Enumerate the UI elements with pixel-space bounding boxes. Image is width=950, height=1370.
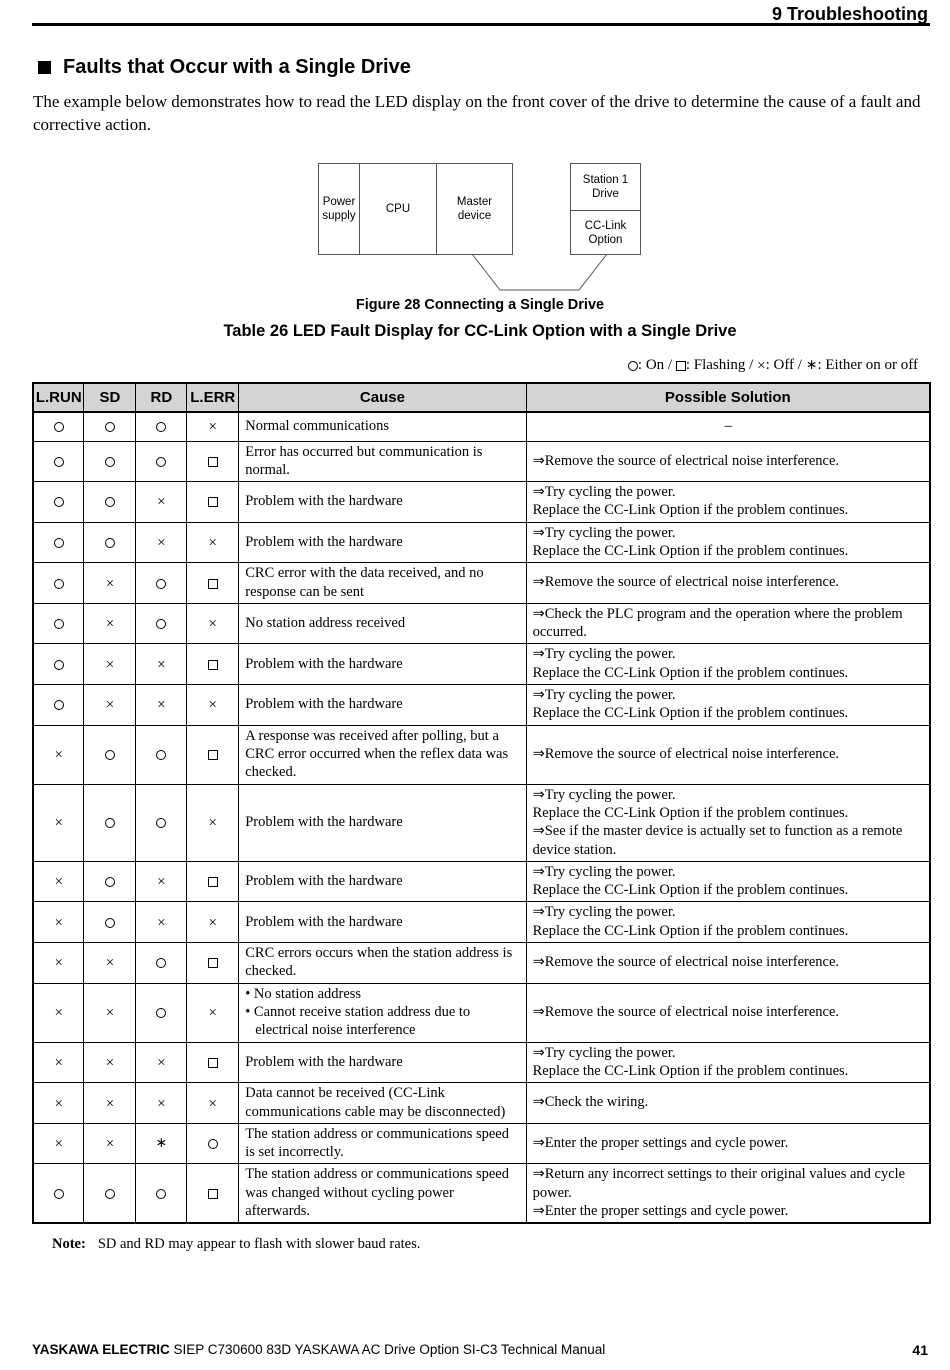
led-cell <box>136 685 187 726</box>
led-cell <box>84 603 136 644</box>
solution-cell <box>526 563 930 604</box>
off-led-icon: × <box>208 815 217 832</box>
table-row <box>33 563 930 604</box>
cause-cell: Error has occurred but communication is normal. <box>239 441 526 482</box>
on-led-icon <box>54 538 64 548</box>
flashing-led-icon <box>208 1189 218 1199</box>
on-led-icon <box>208 1139 218 1149</box>
cause-cell: CRC error with the data received, and no response can be sent <box>239 563 526 604</box>
legend-on: : On / <box>637 357 676 373</box>
led-cell <box>84 685 136 726</box>
cc-link-option-box <box>570 210 641 255</box>
table-row <box>33 522 930 563</box>
on-led-icon <box>156 1189 166 1199</box>
solution-line: ⇒Try cycling the power. <box>532 646 676 663</box>
table-row <box>33 1164 930 1223</box>
off-led-icon: × <box>157 697 166 714</box>
led-cell <box>84 441 136 482</box>
solution-line: ⇒Remove the source of electrical noise interference. <box>532 1003 840 1020</box>
footer-doc: SIEP C730600 83D YASKAWA AC Drive Option SI-C3 Technical Manual <box>169 1342 606 1357</box>
on-led-icon <box>54 457 64 467</box>
led-cell <box>136 1083 187 1124</box>
master-device-box <box>436 163 513 255</box>
off-led-icon: × <box>208 616 217 633</box>
off-led-icon: × <box>105 1005 115 1022</box>
solution-line: ⇒Return any incorrect settings to their original values and cycle power. <box>532 1166 906 1201</box>
solution-line: ⇒Try cycling the power. <box>532 524 676 541</box>
on-led-icon <box>105 750 115 760</box>
led-cell <box>187 1083 239 1124</box>
either-symbol-icon: ∗ <box>805 357 818 373</box>
led-cell <box>136 983 187 1042</box>
solution-cell <box>526 784 930 861</box>
led-cell <box>187 1164 239 1223</box>
led-cell <box>33 725 84 784</box>
header-rd: RD <box>136 383 187 412</box>
note <box>52 1236 420 1253</box>
on-led-icon <box>105 457 115 467</box>
led-cell <box>187 441 239 482</box>
flashing-symbol-icon <box>676 361 686 371</box>
led-cell <box>33 522 84 563</box>
led-cell <box>33 943 84 984</box>
on-led-icon <box>105 1189 115 1199</box>
on-led-icon <box>156 818 166 828</box>
solution-line: ⇒Enter the proper settings and cycle power. <box>532 1203 789 1219</box>
off-led-icon: × <box>54 815 63 832</box>
led-cell <box>33 902 84 943</box>
off-led-icon: × <box>54 914 63 931</box>
off-led-icon: × <box>105 575 115 592</box>
led-cell <box>187 1042 239 1083</box>
led-cell <box>84 522 136 563</box>
cause-cell: Problem with the hardware <box>239 522 526 563</box>
off-led-icon: × <box>208 535 217 551</box>
header-cause: Cause <box>239 383 526 412</box>
led-cell <box>136 412 187 441</box>
cause-cell: Problem with the hardware <box>239 685 526 726</box>
header-lrun: L.RUN <box>33 383 84 412</box>
on-led-icon <box>54 619 64 629</box>
cause-cell: Problem with the hardware <box>239 861 526 902</box>
solution-line: ⇒Check the PLC program and the operation where the problem occurred. <box>532 605 903 641</box>
led-cell <box>187 522 239 563</box>
led-cell <box>33 1123 84 1164</box>
off-led-icon: × <box>54 955 63 972</box>
legend-either: : Either on or off <box>817 357 918 373</box>
solution-line: ⇒Try cycling the power. <box>532 687 676 704</box>
led-cell <box>187 983 239 1042</box>
led-cell <box>33 603 84 644</box>
on-led-icon <box>54 1189 64 1199</box>
led-cell <box>136 563 187 604</box>
off-led-icon: × <box>208 419 217 436</box>
on-led-icon <box>105 918 115 928</box>
led-cell <box>33 1083 84 1124</box>
flashing-led-icon <box>208 877 218 887</box>
led-cell <box>187 603 239 644</box>
led-cell <box>33 644 84 685</box>
off-led-icon: × <box>208 914 217 931</box>
led-cell <box>187 943 239 984</box>
led-cell <box>84 644 136 685</box>
solution-cell <box>526 1123 930 1164</box>
led-cell <box>187 563 239 604</box>
off-led-icon: × <box>157 1054 166 1071</box>
diagram-connector-lines <box>0 0 950 300</box>
led-cell <box>136 725 187 784</box>
solution-cell <box>526 1164 930 1223</box>
off-led-icon: × <box>54 747 63 764</box>
solution-cell <box>526 861 930 902</box>
on-symbol-icon <box>628 361 638 371</box>
on-led-icon <box>156 958 166 968</box>
cause-cell: The station address or communications speed was changed without cycling power afterwards. <box>239 1164 526 1223</box>
cause-cell: Data cannot be received (CC-Link communications cable may be disconnected) <box>239 1083 526 1124</box>
cause-cell: Problem with the hardware <box>239 1042 526 1083</box>
cc-link-option-label: CC-Link Option <box>584 219 627 246</box>
on-led-icon <box>105 497 115 507</box>
on-led-icon <box>54 660 64 670</box>
led-cell <box>33 1164 84 1223</box>
solution-cell <box>526 1083 930 1124</box>
table-row <box>33 603 930 644</box>
led-cell <box>136 1042 187 1083</box>
led-cell <box>84 1083 136 1124</box>
solution-line: ⇒Try cycling the power. <box>532 786 676 803</box>
either-led-icon: ∗ <box>155 1136 168 1152</box>
solution-line: ⇒Remove the source of electrical noise interference. <box>532 574 840 591</box>
off-symbol-icon: × <box>757 357 766 374</box>
cause-cell: Problem with the hardware <box>239 784 526 861</box>
off-led-icon: × <box>105 1136 115 1153</box>
flashing-led-icon <box>208 457 218 467</box>
symbol-legend <box>628 357 918 374</box>
led-cell <box>33 1042 84 1083</box>
cause-cell: Problem with the hardware <box>239 902 526 943</box>
cause-cell: CRC errors occurs when the station address is checked. <box>239 943 526 984</box>
led-cell <box>84 983 136 1042</box>
off-led-icon: × <box>157 874 166 891</box>
on-led-icon <box>105 422 115 432</box>
led-cell <box>136 1123 187 1164</box>
led-cell <box>187 725 239 784</box>
solution-line: ⇒Enter the proper settings and cycle power. <box>532 1134 789 1151</box>
on-led-icon <box>54 422 64 432</box>
solution-line: Replace the CC-Link Option if the problem continues. <box>532 705 849 722</box>
legend-flashing: : Flashing / <box>685 357 758 373</box>
on-led-icon <box>156 457 166 467</box>
solution-line: ⇒Try cycling the power. <box>532 484 676 501</box>
header-lerr: L.ERR <box>187 383 239 412</box>
led-cell <box>187 644 239 685</box>
led-cell <box>136 603 187 644</box>
off-led-icon: × <box>208 1095 217 1112</box>
flashing-led-icon <box>208 497 218 507</box>
solution-cell <box>526 1042 930 1083</box>
table-row <box>33 644 930 685</box>
led-cell <box>33 861 84 902</box>
off-led-icon: × <box>208 1005 217 1022</box>
solution-line: – <box>724 418 732 435</box>
led-cell <box>33 441 84 482</box>
off-led-icon: × <box>105 697 115 714</box>
power-supply-label: Power supply <box>322 196 356 222</box>
table-row <box>33 1042 930 1083</box>
solution-line: Replace the CC-Link Option if the problem continues. <box>532 542 849 559</box>
solution-cell <box>526 902 930 943</box>
solution-cell <box>526 725 930 784</box>
off-led-icon: × <box>105 955 115 972</box>
solution-line: ⇒Remove the source of electrical noise interference. <box>532 746 840 762</box>
led-cell <box>33 784 84 861</box>
header-solution: Possible Solution <box>526 383 930 412</box>
solution-line: ⇒Try cycling the power. <box>532 904 676 921</box>
led-cell <box>136 1164 187 1223</box>
table-caption: Table 26 LED Fault Display for CC-Link Option with a Single Drive <box>223 322 737 340</box>
cause-cell: No station address received <box>239 603 526 644</box>
on-led-icon <box>54 497 64 507</box>
solution-line: ⇒Check the wiring. <box>532 1094 649 1111</box>
on-led-icon <box>105 877 115 887</box>
led-cell <box>84 1164 136 1223</box>
station-drive-box <box>570 163 641 211</box>
footer <box>32 1342 605 1357</box>
solution-line: Replace the CC-Link Option if the problem continues. <box>532 804 849 821</box>
cause-bullet: • Cannot receive station address due to electrical noise interference <box>245 1003 471 1039</box>
led-cell <box>187 902 239 943</box>
table-row <box>33 784 930 861</box>
led-cell <box>136 522 187 563</box>
led-cell <box>33 685 84 726</box>
cause-cell: Problem with the hardware <box>239 482 526 523</box>
on-led-icon <box>105 538 115 548</box>
led-cell <box>187 412 239 441</box>
off-led-icon: × <box>208 697 217 714</box>
flashing-led-icon <box>208 750 218 760</box>
led-cell <box>84 412 136 441</box>
solution-cell <box>526 482 930 523</box>
off-led-icon: × <box>157 1095 166 1112</box>
led-cell <box>136 943 187 984</box>
on-led-icon <box>156 750 166 760</box>
on-led-icon <box>105 818 115 828</box>
off-led-icon: × <box>105 616 115 633</box>
table-row <box>33 943 930 984</box>
table-row <box>33 441 930 482</box>
flashing-led-icon <box>208 958 218 968</box>
on-led-icon <box>156 422 166 432</box>
led-cell <box>187 861 239 902</box>
cause-bullet: • No station address <box>245 985 362 1002</box>
led-cell <box>84 943 136 984</box>
off-led-icon: × <box>157 656 166 673</box>
flashing-led-icon <box>208 1058 218 1068</box>
power-supply-box <box>318 163 360 255</box>
off-led-icon: × <box>157 914 166 931</box>
solution-line: ⇒Try cycling the power. <box>532 863 676 880</box>
legend-off: : Off / <box>765 357 806 373</box>
solution-cell <box>526 983 930 1042</box>
cause-cell: The station address or communications speed is set incorrectly. <box>239 1123 526 1164</box>
chapter-title: 9 Troubleshooting <box>772 4 928 24</box>
led-cell <box>33 482 84 523</box>
flashing-led-icon <box>208 579 218 589</box>
solution-line: Replace the CC-Link Option if the problem continues. <box>532 664 849 681</box>
table-row <box>33 983 930 1042</box>
led-cell <box>136 861 187 902</box>
off-led-icon: × <box>54 1054 63 1071</box>
solution-line: Replace the CC-Link Option if the problem continues. <box>532 1062 849 1079</box>
led-cell <box>187 482 239 523</box>
solution-cell <box>526 412 930 441</box>
led-cell <box>136 902 187 943</box>
off-led-icon: × <box>54 874 63 891</box>
led-cell <box>84 1123 136 1164</box>
footer-brand: YASKAWA ELECTRIC <box>32 1342 170 1357</box>
led-cell <box>84 861 136 902</box>
cause-cell: Normal communications <box>239 412 526 441</box>
section-heading-text: Faults that Occur with a Single Drive <box>63 56 411 78</box>
off-led-icon: × <box>54 1136 63 1153</box>
on-led-icon <box>54 579 64 589</box>
off-led-icon: × <box>157 535 166 551</box>
led-cell <box>187 784 239 861</box>
off-led-icon: × <box>157 494 166 511</box>
table-row <box>33 725 930 784</box>
led-cell <box>33 983 84 1042</box>
led-cell <box>136 784 187 861</box>
page-number: 41 <box>912 1342 928 1358</box>
note-label: Note: <box>52 1236 86 1252</box>
led-cell <box>84 1042 136 1083</box>
led-cell <box>187 1123 239 1164</box>
solution-cell <box>526 603 930 644</box>
table-row <box>33 861 930 902</box>
table-row <box>33 412 930 441</box>
cpu-label: CPU <box>385 203 411 215</box>
led-cell <box>33 412 84 441</box>
on-led-icon <box>156 619 166 629</box>
led-cell <box>84 482 136 523</box>
solution-line: ⇒Remove the source of electrical noise interference. <box>532 954 840 971</box>
led-cell <box>84 784 136 861</box>
solution-cell <box>526 522 930 563</box>
off-led-icon: × <box>105 656 115 673</box>
led-cell <box>84 725 136 784</box>
header-sd: SD <box>84 383 136 412</box>
flashing-led-icon <box>208 660 218 670</box>
table-row <box>33 1083 930 1124</box>
table-row <box>33 1123 930 1164</box>
cause-cell: Problem with the hardware <box>239 644 526 685</box>
led-fault-table <box>32 382 931 1224</box>
led-cell <box>33 563 84 604</box>
led-cell <box>136 644 187 685</box>
off-led-icon: × <box>105 1054 115 1071</box>
master-device-label: Master device <box>456 196 493 222</box>
solution-cell <box>526 685 930 726</box>
table-header-row <box>33 383 930 412</box>
led-cell <box>136 441 187 482</box>
solution-line: ⇒Try cycling the power. <box>532 1044 676 1061</box>
cpu-box <box>359 163 437 255</box>
note-text: SD and RD may appear to flash with slower baud rates. <box>97 1236 421 1252</box>
led-cell <box>136 482 187 523</box>
intro-paragraph: The example below demonstrates how to read the LED display on the front cover of the drive to determine the cause of a fault and corrective action. <box>33 92 921 134</box>
solution-line: Replace the CC-Link Option if the problem continues. <box>532 882 849 899</box>
off-led-icon: × <box>54 1005 63 1022</box>
cause-cell: A response was received after polling, but a CRC error occurred when the reflex data was checked. <box>239 725 526 784</box>
on-led-icon <box>54 700 64 710</box>
table-row <box>33 902 930 943</box>
solution-cell <box>526 441 930 482</box>
off-led-icon: × <box>105 1095 115 1112</box>
off-led-icon: × <box>54 1095 63 1112</box>
solution-line: ⇒Remove the source of electrical noise interference. <box>532 452 840 469</box>
table-body <box>33 412 930 1223</box>
solution-line: Replace the CC-Link Option if the problem continues. <box>532 922 849 939</box>
on-led-icon <box>156 579 166 589</box>
led-cell <box>84 902 136 943</box>
table-row <box>33 685 930 726</box>
led-cell <box>187 685 239 726</box>
cause-cell <box>239 983 526 1042</box>
figure-caption: Figure 28 Connecting a Single Drive <box>355 297 605 313</box>
table-row <box>33 482 930 523</box>
solution-cell <box>526 943 930 984</box>
solution-line: ⇒See if the master device is actually set to function as a remote device station. <box>532 823 903 858</box>
station-drive-label: Station 1 Drive <box>582 174 629 200</box>
led-cell <box>84 563 136 604</box>
solution-cell <box>526 644 930 685</box>
on-led-icon <box>156 1008 166 1018</box>
solution-line: Replace the CC-Link Option if the problem continues. <box>532 502 849 519</box>
